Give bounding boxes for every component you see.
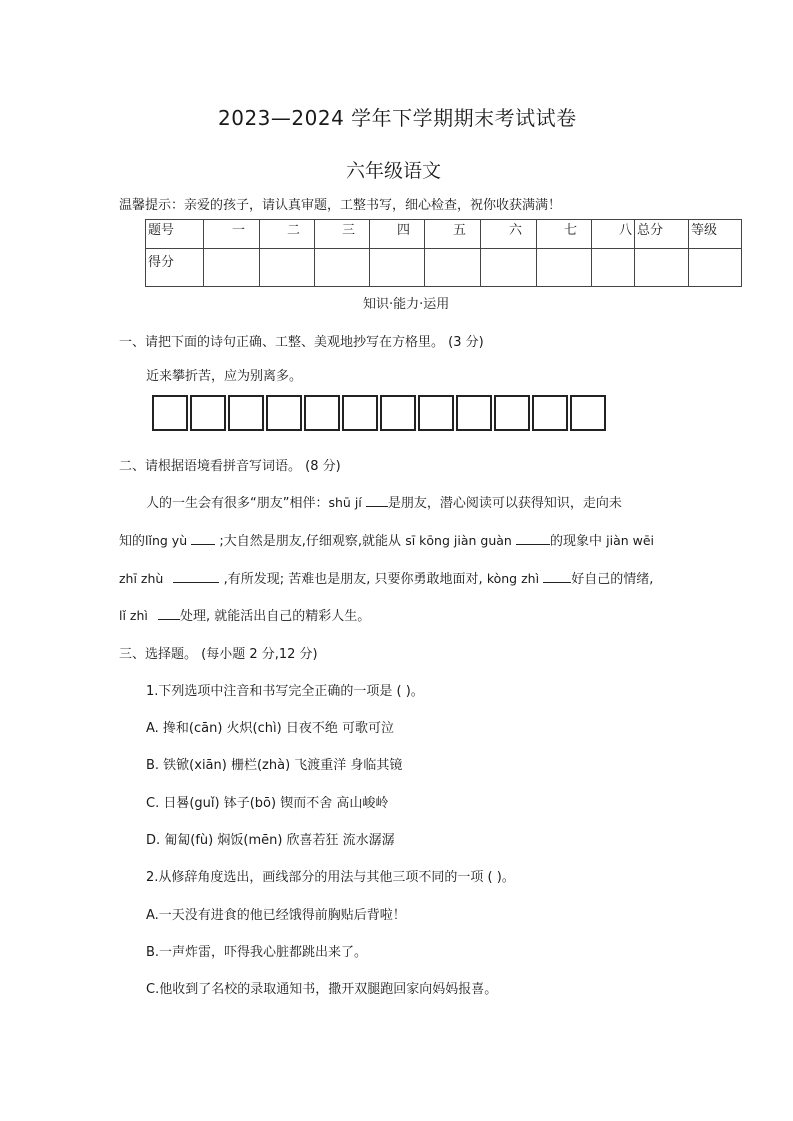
q2-text: ;大自然是朋友,仔细观察,就能从 xyxy=(219,534,402,549)
tip-text: 温馨提示：亲爱的孩子，请认真审题，工整书写，细心检查，祝你收获满满！ xyxy=(119,198,562,213)
writing-box[interactable] xyxy=(228,395,264,431)
q3-title: 三、选择题。 (每小题 2 分,12 分) xyxy=(119,647,318,662)
answer-blank[interactable] xyxy=(173,568,219,583)
score-cell: 总分 xyxy=(635,220,689,249)
q3-item1-option-d[interactable]: D. 匍匐(fù) 焖饭(mēn) 欣喜若狂 流水潺潺 xyxy=(146,833,395,848)
q3-item1-option-a[interactable]: A. 搀和(cān) 火炽(chì) 日夜不绝 可歌可泣 xyxy=(146,721,394,736)
pinyin: lǐng yù xyxy=(145,533,188,548)
writing-box[interactable] xyxy=(342,395,378,431)
score-input-cell[interactable] xyxy=(481,249,537,287)
score-cell: 五 xyxy=(425,220,481,249)
q2-text: 人的一生会有很多“朋友”相伴： xyxy=(146,496,329,511)
writing-box[interactable] xyxy=(190,395,226,431)
writing-box[interactable] xyxy=(152,395,188,431)
q2-text: 好自己的情绪, xyxy=(571,572,654,587)
answer-blank[interactable] xyxy=(366,492,388,507)
score-cell: 二 xyxy=(260,220,315,249)
score-cell: 四 xyxy=(370,220,425,249)
score-cell: 七 xyxy=(537,220,592,249)
pinyin: shū jí xyxy=(328,495,362,510)
q3-item1-option-b[interactable]: B. 铁锨(xiān) 栅栏(zhà) 飞渡重洋 身临其镜 xyxy=(146,758,403,773)
pinyin: kòng zhì xyxy=(486,571,540,586)
score-input-cell[interactable] xyxy=(260,249,315,287)
writing-box[interactable] xyxy=(418,395,454,431)
score-input-cell[interactable] xyxy=(689,249,742,287)
writing-box[interactable] xyxy=(494,395,530,431)
score-input-cell[interactable] xyxy=(635,249,689,287)
pinyin: lǐ zhì xyxy=(119,608,148,623)
score-cell: 题号 xyxy=(146,220,204,249)
score-cell: 三 xyxy=(315,220,370,249)
writing-box[interactable] xyxy=(570,395,606,431)
answer-blank[interactable] xyxy=(158,605,180,620)
q3-item1-stem: 1.下列选项中注音和书写完全正确的一项是 ( )。 xyxy=(146,684,424,699)
score-input-cell[interactable] xyxy=(537,249,592,287)
score-input-cell[interactable] xyxy=(315,249,370,287)
q2-line-4 xyxy=(119,605,370,624)
score-cell: 等级 xyxy=(689,220,742,249)
score-input-cell[interactable] xyxy=(592,249,635,287)
score-table-header-row xyxy=(146,220,742,249)
q3-item2-option-b[interactable]: B.一声炸雷，吓得我心脏都跳出来了。 xyxy=(146,945,368,960)
q1-poem: 近来攀折苦，应为别离多。 xyxy=(146,369,303,384)
q2-text: 知的 xyxy=(119,534,146,549)
q3-item2-stem: 2.从修辞角度选出，画线部分的用法与其他三项不同的一项 ( )。 xyxy=(146,870,515,885)
score-table xyxy=(145,219,742,287)
section-heading: 知识·能力·运用 xyxy=(363,297,450,312)
pinyin: sī kōng jiàn guàn xyxy=(405,533,512,548)
q2-line-1 xyxy=(146,492,622,511)
score-cell: 六 xyxy=(481,220,537,249)
pinyin: jiàn wēi xyxy=(606,533,655,548)
q3-item1-option-c[interactable]: C. 日晷(guǐ) 钵子(bō) 锲而不舍 高山峻岭 xyxy=(146,796,389,811)
q2-text: 是朋友，潜心阅读可以获得知识，走向未 xyxy=(387,496,622,511)
q3-item2-option-c[interactable]: C.他收到了名校的录取通知书，撒开双腿跑回家向妈妈报喜。 xyxy=(146,982,498,997)
q2-line-2 xyxy=(119,530,654,549)
exam-title: 2023—2024 学年下学期期末考试试卷 xyxy=(218,106,577,130)
answer-blank[interactable] xyxy=(516,530,550,545)
score-table-score-row xyxy=(146,249,742,287)
q3-item2-option-a[interactable]: A.一天没有进食的他已经饿得前胸贴后背啦！ xyxy=(146,908,406,923)
writing-box[interactable] xyxy=(266,395,302,431)
score-cell: 八 xyxy=(592,220,635,249)
exam-subtitle: 六年级语文 xyxy=(346,160,442,182)
q1-writing-grid xyxy=(152,395,608,431)
score-input-cell[interactable] xyxy=(425,249,481,287)
writing-box[interactable] xyxy=(304,395,340,431)
q2-text: ,有所发现; 苦难也是朋友, 只要你勇敢地面对, xyxy=(223,572,483,587)
q2-title: 二、请根据语境看拼音写词语。 (8 分) xyxy=(119,459,341,474)
writing-box[interactable] xyxy=(456,395,492,431)
writing-box[interactable] xyxy=(380,395,416,431)
score-input-cell[interactable] xyxy=(370,249,425,287)
pinyin: zhī zhù xyxy=(119,571,164,586)
score-cell: 一 xyxy=(204,220,260,249)
score-row-label: 得分 xyxy=(146,249,204,287)
answer-blank[interactable] xyxy=(191,530,215,545)
q1-title: 一、请把下面的诗句正确、工整、美观地抄写在方格里。 (3 分) xyxy=(119,335,484,350)
q2-line-3 xyxy=(119,568,653,587)
answer-blank[interactable] xyxy=(543,568,571,583)
q2-text: 的现象中 xyxy=(549,534,602,549)
writing-box[interactable] xyxy=(532,395,568,431)
q2-text: 处理, 就能活出自己的精彩人生。 xyxy=(180,609,371,624)
score-input-cell[interactable] xyxy=(204,249,260,287)
